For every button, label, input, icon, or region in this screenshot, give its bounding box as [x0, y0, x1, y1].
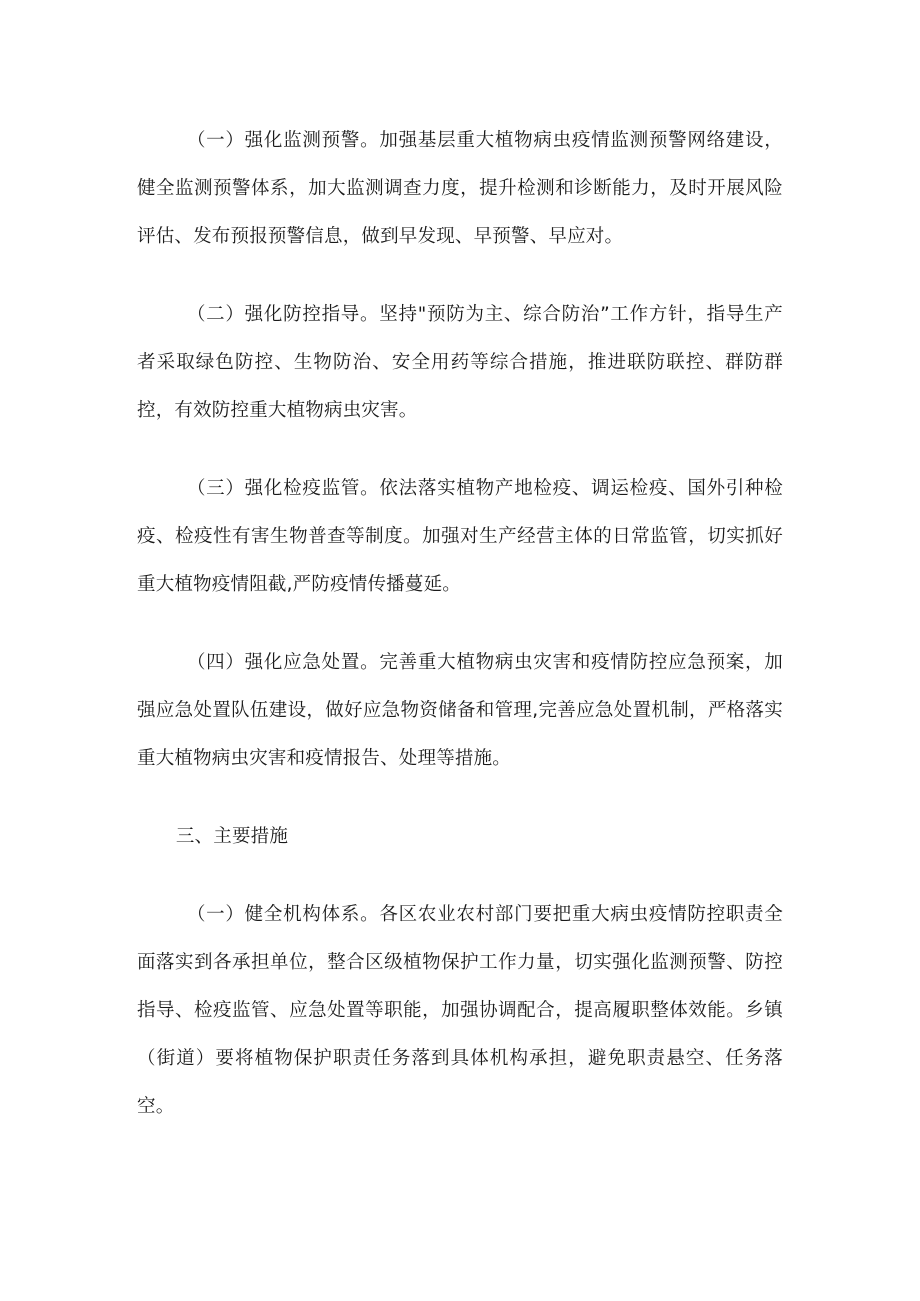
paragraph-monitoring-warning: （一）强化监测预警。加强基层重大植物病虫疫情监测预警网络建设，健全监测预警体系，加大监测调查力度，提升检测和诊断能力，及时开展风险评估、发布预报预警信息，做到早发现、早预警、早应对。	[137, 130, 783, 247]
paragraph-prevention-guidance: （二）强化防控指导。坚持"预防为主、综合防治”工作方针，指导生产者采取绿色防控、生物防治、安全用药等综合措施，推进联防联控、群防群控，有效防控重大植物病虫灾害。	[137, 304, 783, 421]
paragraph-quarantine-supervision: （三）强化检疫监管。依法落实植物产地检疫、调运检疫、国外引种检疫、检疫性有害生物普查等制度。加强对生产经营主体的日常监管，切实抓好重大植物疫情阻截,严防疫情传播蔓延。	[137, 478, 783, 595]
paragraph-institution-system: （一）健全机构体系。各区农业农村部门要把重大病虫疫情防控职责全面落实到各承担单位，整合区级植物保护工作力量，切实强化监测预警、防控指导、检疫监管、应急处置等职能，加强协调配合，提高履职整体效能。乡镇（街道）要将植物保护职责任务落到具体机构承担，避免职责悬空、任务落空。	[137, 904, 783, 1117]
document-body	[137, 117, 783, 1161]
paragraph-emergency-response: （四）强化应急处置。完善重大植物病虫灾害和疫情防控应急预案，加强应急处置队伍建设，做好应急物资储备和管理,完善应急处置机制，严格落实重大植物病虫灾害和疫情报告、处理等措施。	[137, 652, 783, 769]
section-heading: 三、主要措施	[175, 826, 289, 847]
